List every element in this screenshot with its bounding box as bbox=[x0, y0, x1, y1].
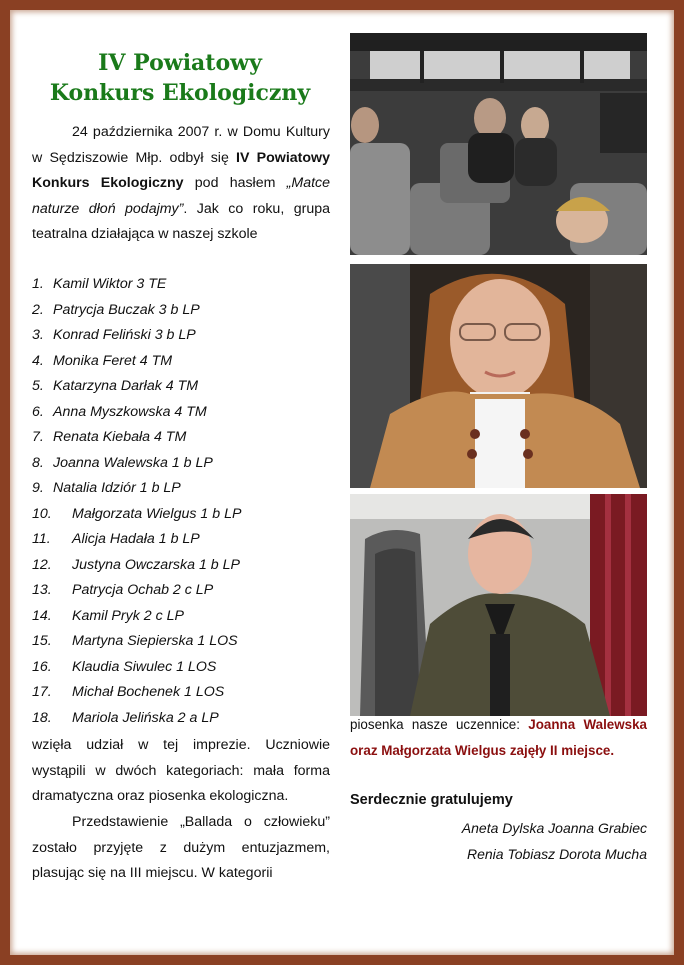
right-column-text bbox=[350, 712, 647, 763]
participant-name: Michał Bochenek 1 LOS bbox=[72, 684, 225, 700]
participant-number: 16. bbox=[32, 658, 52, 675]
participant-name: Małgorzata Wielgus 1 b LP bbox=[72, 505, 242, 522]
participant-item bbox=[32, 400, 332, 426]
participant-number: 1. bbox=[32, 276, 44, 292]
participant-number: 11. bbox=[32, 531, 51, 547]
participant-item bbox=[32, 706, 332, 732]
participant-item bbox=[32, 502, 332, 528]
participant-number: 3. bbox=[32, 327, 44, 343]
participant-item bbox=[32, 655, 332, 681]
motto: „Matce naturze dłoń podajmy” bbox=[32, 175, 331, 217]
participant-name: Patrycja Buczak 3 b LP bbox=[53, 301, 200, 318]
intro-text-1: 24 października 2007 r. w Domu Kultury w Sędziszowie Młp. odbył się bbox=[32, 124, 330, 166]
participant-name: Klaudia Siwulec 1 LOS bbox=[72, 658, 217, 675]
participant-item bbox=[32, 578, 332, 604]
participant-number: 13. bbox=[32, 582, 52, 598]
participant-number: 2. bbox=[32, 301, 44, 318]
photo-woman-glasses bbox=[350, 264, 647, 488]
participant-number: 12. bbox=[32, 556, 52, 573]
participant-item bbox=[32, 451, 332, 477]
participant-name: Joanna Walewska 1 b LP bbox=[53, 454, 213, 471]
winners-text: Joanna Walewska oraz Małgorzata Wielgus zajęły II miejsce. bbox=[350, 717, 648, 758]
participant-item bbox=[32, 553, 332, 579]
participants-list bbox=[32, 272, 332, 731]
participant-number: 5. bbox=[32, 378, 44, 394]
title-line-1: IV Powiatowy bbox=[98, 50, 262, 76]
participant-name: Kamil Pryk 2 c LP bbox=[72, 607, 184, 624]
participant-item bbox=[32, 323, 332, 349]
participant-number: 18. bbox=[32, 709, 52, 726]
signature-line-2: Renia Tobiasz Dorota Mucha bbox=[466, 846, 647, 862]
participant-number: 8. bbox=[32, 454, 44, 471]
photo-bus-passengers-graphic bbox=[350, 33, 647, 255]
participant-name: Renata Kiebała 4 TM bbox=[53, 429, 187, 445]
after-list-paragraph: wzięła udział w tej imprezie. Uczniowie wystąpili w dwóch kategoriach: mała forma dramatyczna oraz piosenka ekologiczna. bbox=[32, 737, 330, 804]
participant-number: 9. bbox=[32, 480, 44, 496]
participant-item bbox=[32, 527, 332, 553]
participant-name: Monika Feret 4 TM bbox=[53, 352, 173, 369]
participant-item bbox=[32, 272, 332, 298]
photo-young-man bbox=[350, 494, 647, 716]
participant-name: Mariola Jelińska 2 a LP bbox=[72, 709, 219, 726]
participant-number: 4. bbox=[32, 352, 44, 369]
participant-item bbox=[32, 298, 332, 324]
participant-number: 10. bbox=[32, 505, 52, 522]
participant-name: Kamil Wiktor 3 TE bbox=[53, 276, 167, 292]
event-name: IV Powiatowy Konkurs Ekologiczny bbox=[32, 149, 330, 191]
participant-number: 17. bbox=[32, 684, 52, 700]
participant-name: Konrad Feliński 3 b LP bbox=[53, 327, 196, 343]
participant-name: Natalia Idziór 1 b LP bbox=[53, 480, 181, 496]
participant-number: 7. bbox=[32, 429, 44, 445]
participant-name: Anna Myszkowska 4 TM bbox=[53, 403, 207, 420]
participant-name: Alicja Hadała 1 b LP bbox=[72, 531, 200, 547]
intro-paragraph bbox=[32, 120, 330, 248]
right-text-1: piosenka nasze uczennice: bbox=[350, 717, 529, 732]
photo-bus-passengers bbox=[350, 33, 647, 255]
intro-text-2: pod hasłem bbox=[183, 175, 287, 191]
participant-item bbox=[32, 476, 332, 502]
participant-number: 6. bbox=[32, 403, 44, 420]
participant-item bbox=[32, 629, 332, 655]
article-title bbox=[30, 48, 330, 108]
participant-number: 15. bbox=[32, 633, 52, 649]
congratulations: Serdecznie gratulujemy bbox=[350, 792, 513, 808]
participant-name: Justyna Owczarska 1 b LP bbox=[72, 556, 240, 573]
photo-young-man-graphic bbox=[350, 494, 647, 716]
title-line-2: Konkurs Ekologiczny bbox=[49, 80, 311, 106]
participant-item bbox=[32, 425, 332, 451]
signature-line-1: Aneta Dylska Joanna Grabiec bbox=[461, 820, 647, 836]
participant-name: Martyna Siepierska 1 LOS bbox=[72, 633, 238, 649]
participant-item bbox=[32, 680, 332, 706]
intro-text-3: . Jak co roku, grupa teatralna działająca w naszej szkole bbox=[32, 200, 330, 242]
participant-name: Katarzyna Darłak 4 TM bbox=[53, 378, 199, 394]
photo-woman-glasses-graphic bbox=[350, 264, 647, 488]
participant-item bbox=[32, 374, 332, 400]
participant-item bbox=[32, 604, 332, 630]
participant-number: 14. bbox=[32, 607, 52, 624]
participant-item bbox=[32, 349, 332, 375]
play-paragraph: Przedstawienie „Ballada o człowieku” zostało przyjęte z dużym entuzjazmem, plasując się na III miejscu. W kategorii bbox=[32, 814, 330, 881]
participant-name: Patrycja Ochab 2 c LP bbox=[72, 582, 214, 598]
